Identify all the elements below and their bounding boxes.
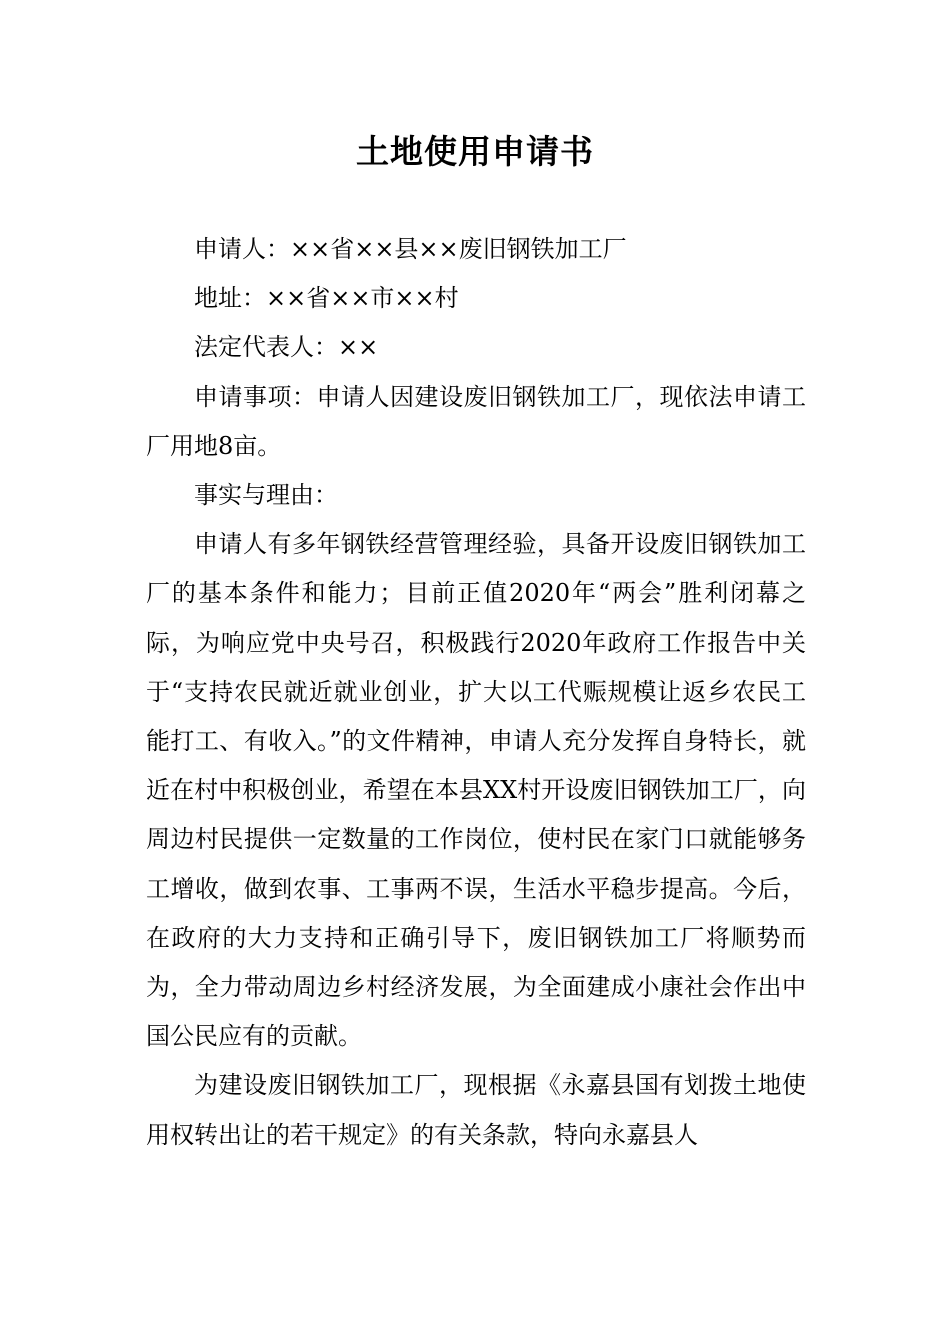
reason-paragraph: 申请人有多年钢铁经营管理经验，具备开设废旧钢铁加工厂的基本条件和能力；目前正值2020年“两会”胜利闭幕之际，为响应党中央号召，积极践行2020年政府工作报告中关于“支持农民就近就业创业，扩大以工代赈规模让返乡农民工能打工、有收入。”的文件精神，申请人充分发挥自身特长，就近在村中积极创业，希望在本县XX村开设废旧钢铁加工厂，向周边村民提供一定数量的工作岗位，使村民在家门口就能够务工增收，做到农事、工事两不误，生活水平稳步提高。今后，在政府的大力支持和正确引导下，废旧钢铁加工厂将顺势而为，全力带动周边乡村经济发展，为全面建成小康社会作出中国公民应有的贡献。 [146, 530, 806, 1051]
reason-heading: 事实与理由： [194, 481, 338, 510]
address-field: 地址：××省××市××村 [194, 284, 459, 313]
request-paragraph: 申请事项：申请人因建设废旧钢铁加工厂，现依法申请工厂用地8亩。 [146, 382, 806, 460]
legal-representative-field: 法定代表人：×× [194, 333, 379, 362]
document-title: 土地使用申请书 [356, 132, 594, 171]
applicant-field: 申请人：××省××县××废旧钢铁加工厂 [194, 235, 627, 263]
basis-paragraph: 为建设废旧钢铁加工厂，现根据《永嘉县国有划拨土地使用权转出让的若干规定》的有关条款，特向永嘉县人 [146, 1071, 806, 1149]
document-body [146, 225, 806, 1160]
